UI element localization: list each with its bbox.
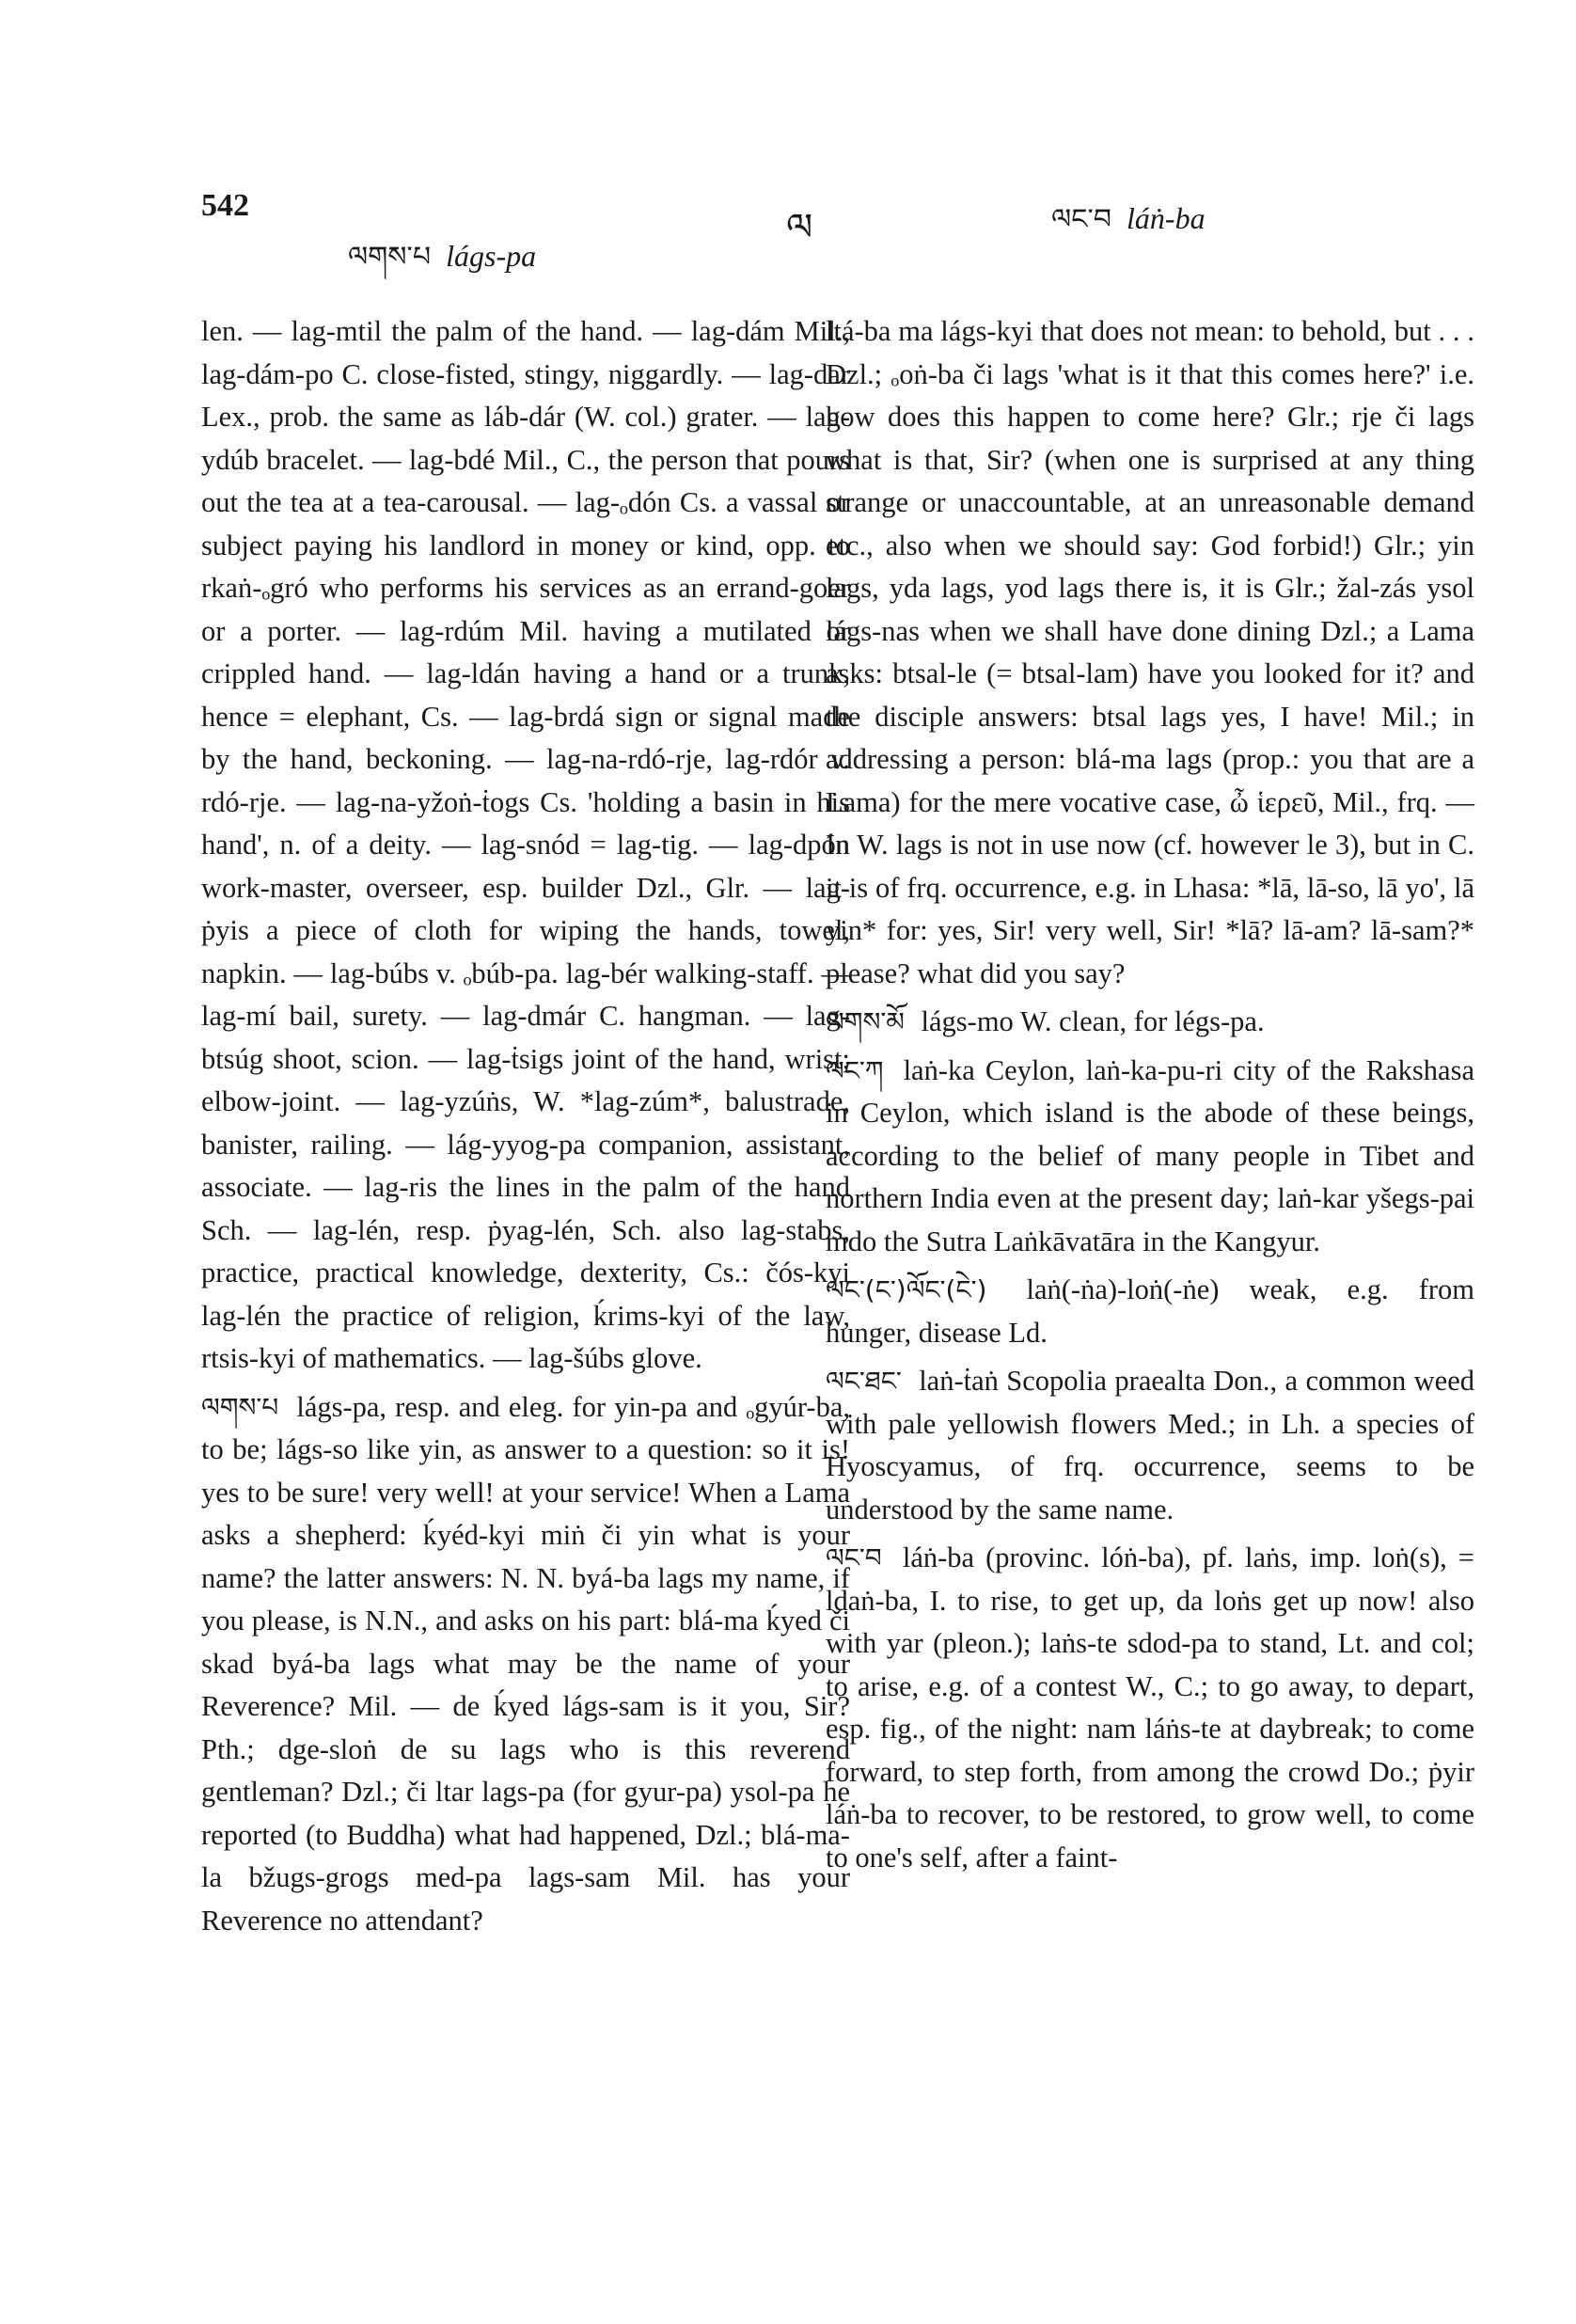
entry-headword-tibetan: ལང་ཐང་	[826, 1366, 902, 1397]
entry-text: laṅ(-ṅa)-loṅ(-ṅe) weak, e.g. from hunger, disease Ld.	[826, 1273, 1475, 1349]
entry-headword-tibetan: ལགས་པ	[201, 1391, 279, 1423]
entry-headword-tibetan: ལང་བ	[826, 1542, 882, 1573]
entry-text: lágs-pa, resp. and eleg. for yin-pa and ₒgyúr-ba, to be; lágs-so like yin, as answer to a question: so it is! yes to be sure! very well! at your service! When a Lama asks a shepherd: ḱyéd-kyi miṅ či yin what is your name? the latter answers: N. N. byá-ba lags my name, if you please, is N.N., and asks on his part: blá-ma ḱyed či skad byá-ba lags what may be the name of your Reverence? Mil. — de ḱyed lágs-sam is it you, Sir? Pth.; dge-sloṅ de su lags who is this reverend gentleman? Dzl.; či ltar lags-pa (for gyur-pa) ysol-pa he reported (to Buddha) what had happened, Dzl.; blá-ma-la bžugs-grogs med-pa lags-sam Mil. has your Reverence no attendant?	[201, 1390, 850, 1937]
running-head-right	[1051, 188, 1206, 267]
dictionary-entry	[826, 1001, 1474, 1044]
right-column	[826, 310, 1474, 1879]
dictionary-entry	[201, 1386, 850, 1943]
paragraph: ltá-ba ma lágs-kyi that does not mean: to behold, but . . . Dzl.; ₒoṅ-ba či lags 'what is it that this comes here?' i.e. how does this happen to come here? Glr.; rje či lags what is that, Sir? (when one is surprised at any thing strange or unaccountable, at an unreasonable demand etc., also when we should say: God forbid!) Glr.; yin lags, yda lags, yod lags there is, it is Glr.; žal-zás ysol lágs-nas when we shall have done dining Dzl.; a Lama asks: btsal-le (= btsal-lam) have you looked for it? and the disciple answers: btsal lags yes, I have! Mil.; in addressing a person: blá-ma lags (prop.: you that are a Lama) for the mere vocative case, ὦ ἱερεῦ, Mil., frq. — In W. lags is not in use now (cf. however le 3), but in C. it is of frq. occurrence, e.g. in Lhasa: *lā, lā-so, lā yo', lā yin* for: yes, Sir! very well, Sir! *lā? lā-am? lā-sam?* please? what did you say?	[826, 315, 1474, 989]
section-letter: ལ	[786, 206, 813, 249]
entry-text: laṅ-ṫaṅ Scopolia praealta Don., a common weed with pale yellowish flowers Med.; in Lh. a species of Hyoscyamus, of frq. occurrence, seems to be understood by the same name.	[826, 1365, 1474, 1526]
entry-text: lágs-mo W. clean, for légs-pa.	[921, 1005, 1265, 1037]
dictionary-entry	[826, 1269, 1474, 1354]
running-head-right-tibetan: ལང་བ	[1051, 203, 1112, 236]
dictionary-entry	[826, 1360, 1474, 1531]
entry-text: láṅ-ba (provinc. lóṅ-ba), pf. laṅs, imp. loṅ(s), = ldaṅ-ba, I. to rise, to get up, da loṅs get up now! also with yar (pleon.); laṅs-te sdod-pa to stand, Lt. and col; to arise, e.g. of a contest W., C.; to go away, to depart, esp. fig., of the night: nam láṅs-te at daybreak; to come forward, to step forth, from among the crowd Do.; ṗyir láṅ-ba to recover, to be restored, to grow well, to come to one's self, after a faint-	[826, 1541, 1475, 1873]
running-head-right-text: láṅ-ba	[1127, 201, 1206, 235]
paragraph: len. — lag-mtil the palm of the hand. — lag-dám Mil., lag-dám-po C. close-fisted, stingy, niggardly. — lag-dar Lex., prob. the same as láb-dár (W. col.) grater. — lag-ydúb bracelet. — lag-bdé Mil., C., the person that pours out the tea at a tea-carousal. — lag-ₒdón Cs. a vassal or subject paying his landlord in money or kind, opp. to rkaṅ-ₒgró who performs his services as an errand-goer or a porter. — lag-rdúm Mil. having a mutilated or crippled hand. — lag-ldán having a hand or a trunk, hence = elephant, Cs. — lag-brdá sign or signal made by the hand, beckoning. — lag-na-rdó-rje, lag-rdór v. rdó-rje. — lag-na-yžoṅ-ṫogs Cs. 'holding a basin in his hand', n. of a deity. — lag-snód = lag-tig. — lag-dpón work-master, overseer, esp. builder Dzl., Glr. — lag-ṗyis a piece of cloth for wiping the hands, towel, napkin. — lag-búbs v. ₒbúb-pa. lag-bér walking-staff. — lag-mí bail, surety. — lag-dmár C. hangman. — lag-btsúg shoot, scion. — lag-ṫsigs joint of the hand, wrist; elbow-joint. — lag-yzúṅs, W. *lag-zúm*, balustrade, banister, railing. — lág-yyog-pa companion, assistant, associate. — lag-ris the lines in the palm of the hand Sch. — lag-lén, resp. ṗyag-lén, Sch. also lag-stabs, practice, practical knowledge, dexterity, Cs.: čós-kyi lag-lén the practice of religion, ḱrims-kyi of the law, rtsis-kyi of mathematics. — lag-šúbs glove.	[201, 315, 850, 1374]
entry-text: laṅ-ka Ceylon, laṅ-ka-pu-ri city of the Rakshasa in Ceylon, which island is the abode of these beings, according to the belief of many people in Tibet and northern India even at the present day; laṅ-kar yšegs-pai mdo the Sutra Laṅkāvatāra in the Kangyur.	[826, 1053, 1475, 1257]
dictionary-entry	[826, 1050, 1474, 1264]
page-number: 542	[201, 188, 249, 223]
running-head-left-text: lágs-pa	[446, 239, 537, 273]
entry-headword-tibetan: ལགས་མོ	[826, 1006, 905, 1037]
entry-headword-tibetan: ལང་(ང་)ལོང་(ངེ་)	[826, 1274, 987, 1305]
running-head-left-tibetan: ལགས་པ	[348, 241, 432, 274]
running-head-left	[348, 226, 536, 305]
entry-headword-tibetan: ལང་ཀ	[826, 1054, 884, 1086]
left-column	[201, 310, 850, 1942]
dictionary-entry	[826, 1537, 1474, 1879]
